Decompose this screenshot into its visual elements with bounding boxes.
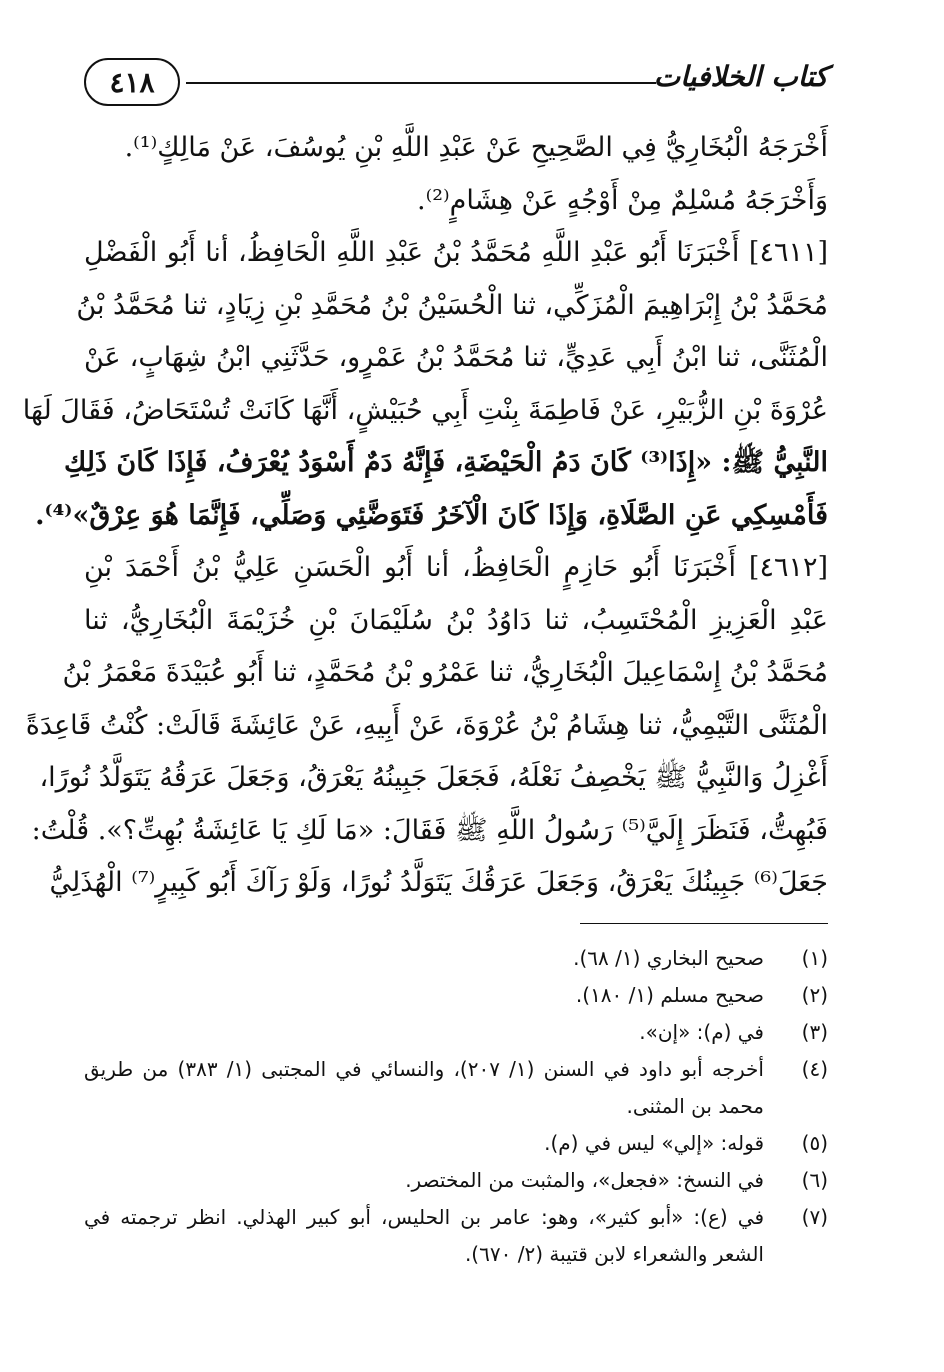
footnote-number: (٧)	[801, 1205, 828, 1229]
footnote-text: أخرجه أبو داود في السنن (١/ ٢٠٧)، والنسائي في المجتبى (١/ ٣٨٣) من طريق محمد بن المثنى.	[84, 1057, 764, 1118]
text-line: فَأَمْسِكِي عَنِ الصَّلَاةِ، وَإِذَا كَانَ الْآخَرُ فَتَوَضَّئِي وَصَلِّي، فَإِنَّمَا هُوَ عِرْقٌ»⁽⁴⁾.	[35, 499, 828, 531]
footnote-number: (٦)	[801, 1168, 828, 1192]
footnote	[84, 1125, 828, 1162]
footnote-text: في (م): «إن».	[639, 1020, 764, 1044]
text-line: فَبُهِتُّ، فَنَظَرَ إِلَيَّ⁽⁵⁾ رَسُولُ اللَّهِ ﷺ فَقَالَ: «مَا لَكِ يَا عَائِشَةُ بُهِتِّ؟». قُلْتُ:	[31, 814, 828, 846]
footnote-number: (٤)	[801, 1057, 828, 1081]
footnote-text: في (ع): «أبو كثير»، وهو: عامر بن الحليس، أبو كبير الهذلي. انظر ترجمته في الشعر والشعراء لابن قتيبة (٢/ ٦٧٠).	[84, 1205, 764, 1266]
page-header	[84, 58, 828, 110]
footnote-number: (٣)	[801, 1020, 828, 1044]
footnote	[84, 1014, 828, 1051]
text-line: جَعَلَ⁽⁶⁾ جَبِينُكَ يَعْرَقُ، وَجَعَلَ عَرَقُكَ يَتَوَلَّدُ نُورًا، وَلَوْ رَآكَ أَبُو كَبِيرٍ⁽⁷⁾ الْهُذَلِيُّ	[49, 867, 828, 898]
text-line: وَأَخْرَجَهُ مُسْلِمٌ مِنْ أَوْجُهٍ عَنْ هِشَامٍ⁽²⁾.	[417, 184, 828, 216]
footnote-number: (٥)	[801, 1131, 828, 1155]
text-line: أَغْزِلُ وَالنَّبِيُّ ﷺ يَخْصِفُ نَعْلَهُ، فَجَعَلَ جَبِينُهُ يَعْرَقُ، وَجَعَلَ عَرَقُهُ يَتَوَلَّدُ نُورًا،	[39, 762, 828, 793]
text-line: الْمُثَنَّى التَّيْمِيُّ، ثنا هِشَامُ بْنُ عُرْوَةَ، عَنْ أَبِيهِ، عَنْ عَائِشَةَ قَالَتْ: كُنْتُ قَاعِدَةً	[25, 709, 828, 741]
text-line: عَبْدِ الْعَزِيزِ الْمُحْتَسِبُ، ثنا دَاوُدُ بْنُ سُلَيْمَانَ بْنِ خُزَيْمَةَ الْبُخَارِيُّ، ثنا	[84, 604, 828, 636]
footnote-number: (٢)	[801, 983, 828, 1007]
footnote-text: في النسخ: «فجعل»، والمثبت من المختصر.	[405, 1168, 764, 1192]
text-line: النَّبِيُّ ﷺ: «إِذَا⁽³⁾ كَانَ دَمُ الْحَيْضَةِ، فَإِنَّهُ دَمٌ أَسْوَدُ يُعْرَفُ، فَإِذَا كَانَ ذَلِكِ	[64, 447, 828, 478]
main-text	[22, 122, 828, 910]
page-number: ٤١٨	[84, 58, 180, 106]
footnote	[84, 940, 828, 977]
footnote-number: (١)	[801, 946, 828, 970]
text-line: مُحَمَّدُ بْنُ إِبْرَاهِيمَ الْمُزَكِّي، ثنا الْحُسَيْنُ بْنُ مُحَمَّدِ بْنِ زِيَادٍ، ثنا مُحَمَّدُ بْنُ	[76, 289, 828, 321]
header-rule	[186, 82, 656, 84]
text-line: أَخْرَجَهُ الْبُخَارِيُّ فِي الصَّحِيحِ عَنْ عَبْدِ اللَّهِ بْنِ يُوسُفَ، عَنْ مَالِكٍ⁽¹⁾.	[124, 132, 828, 163]
footnote	[84, 977, 828, 1014]
book-title: كتاب الخلافيات	[653, 60, 828, 93]
footnote	[84, 1162, 828, 1199]
footnote-text: صحيح البخاري (١/ ٦٨).	[573, 946, 764, 970]
footnotes	[84, 940, 828, 1273]
footnote-text: قوله: «إلي» ليس في (م).	[544, 1131, 764, 1155]
footnote	[84, 1199, 828, 1273]
footnote-text: صحيح مسلم (١/ ١٨٠).	[575, 983, 764, 1007]
text-line: مُحَمَّدُ بْنُ إِسْمَاعِيلَ الْبُخَارِيُّ، ثنا عَمْرُو بْنُ مُحَمَّدٍ، ثنا أَبُو عُبَيْدَةَ مَعْمَرُ بْنُ	[62, 657, 828, 688]
text-line: [٤٦١١] أَخْبَرَنَا أَبُو عَبْدِ اللَّهِ مُحَمَّدُ بْنُ عَبْدِ اللَّهِ الْحَافِظُ، أنا أَبُو الْفَضْلِ	[84, 237, 828, 268]
text-line: [٤٦١٢] أَخْبَرَنَا أَبُو حَازِمٍ الْحَافِظُ، أنا أَبُو الْحَسَنِ عَلِيُّ بْنُ أَحْمَدَ بْنِ	[84, 552, 828, 583]
footnote	[84, 1051, 828, 1125]
footnote-separator	[580, 923, 828, 924]
text-line: الْمُثَنَّى، ثنا ابْنُ أَبِي عَدِيٍّ، ثنا مُحَمَّدُ بْنُ عَمْرٍو، حَدَّثَنِي ابْنُ شِهَابٍ، عَنْ	[84, 342, 828, 373]
text-line: عُرْوَةَ بْنِ الزُّبَيْرِ، عَنْ فَاطِمَةَ بِنْتِ أَبِي حُبَيْشٍ، أَنَّهَا كَانَتْ تُسْتَحَاضُ، فَقَالَ لَهَا	[22, 394, 828, 426]
book-page	[22, 0, 828, 1372]
